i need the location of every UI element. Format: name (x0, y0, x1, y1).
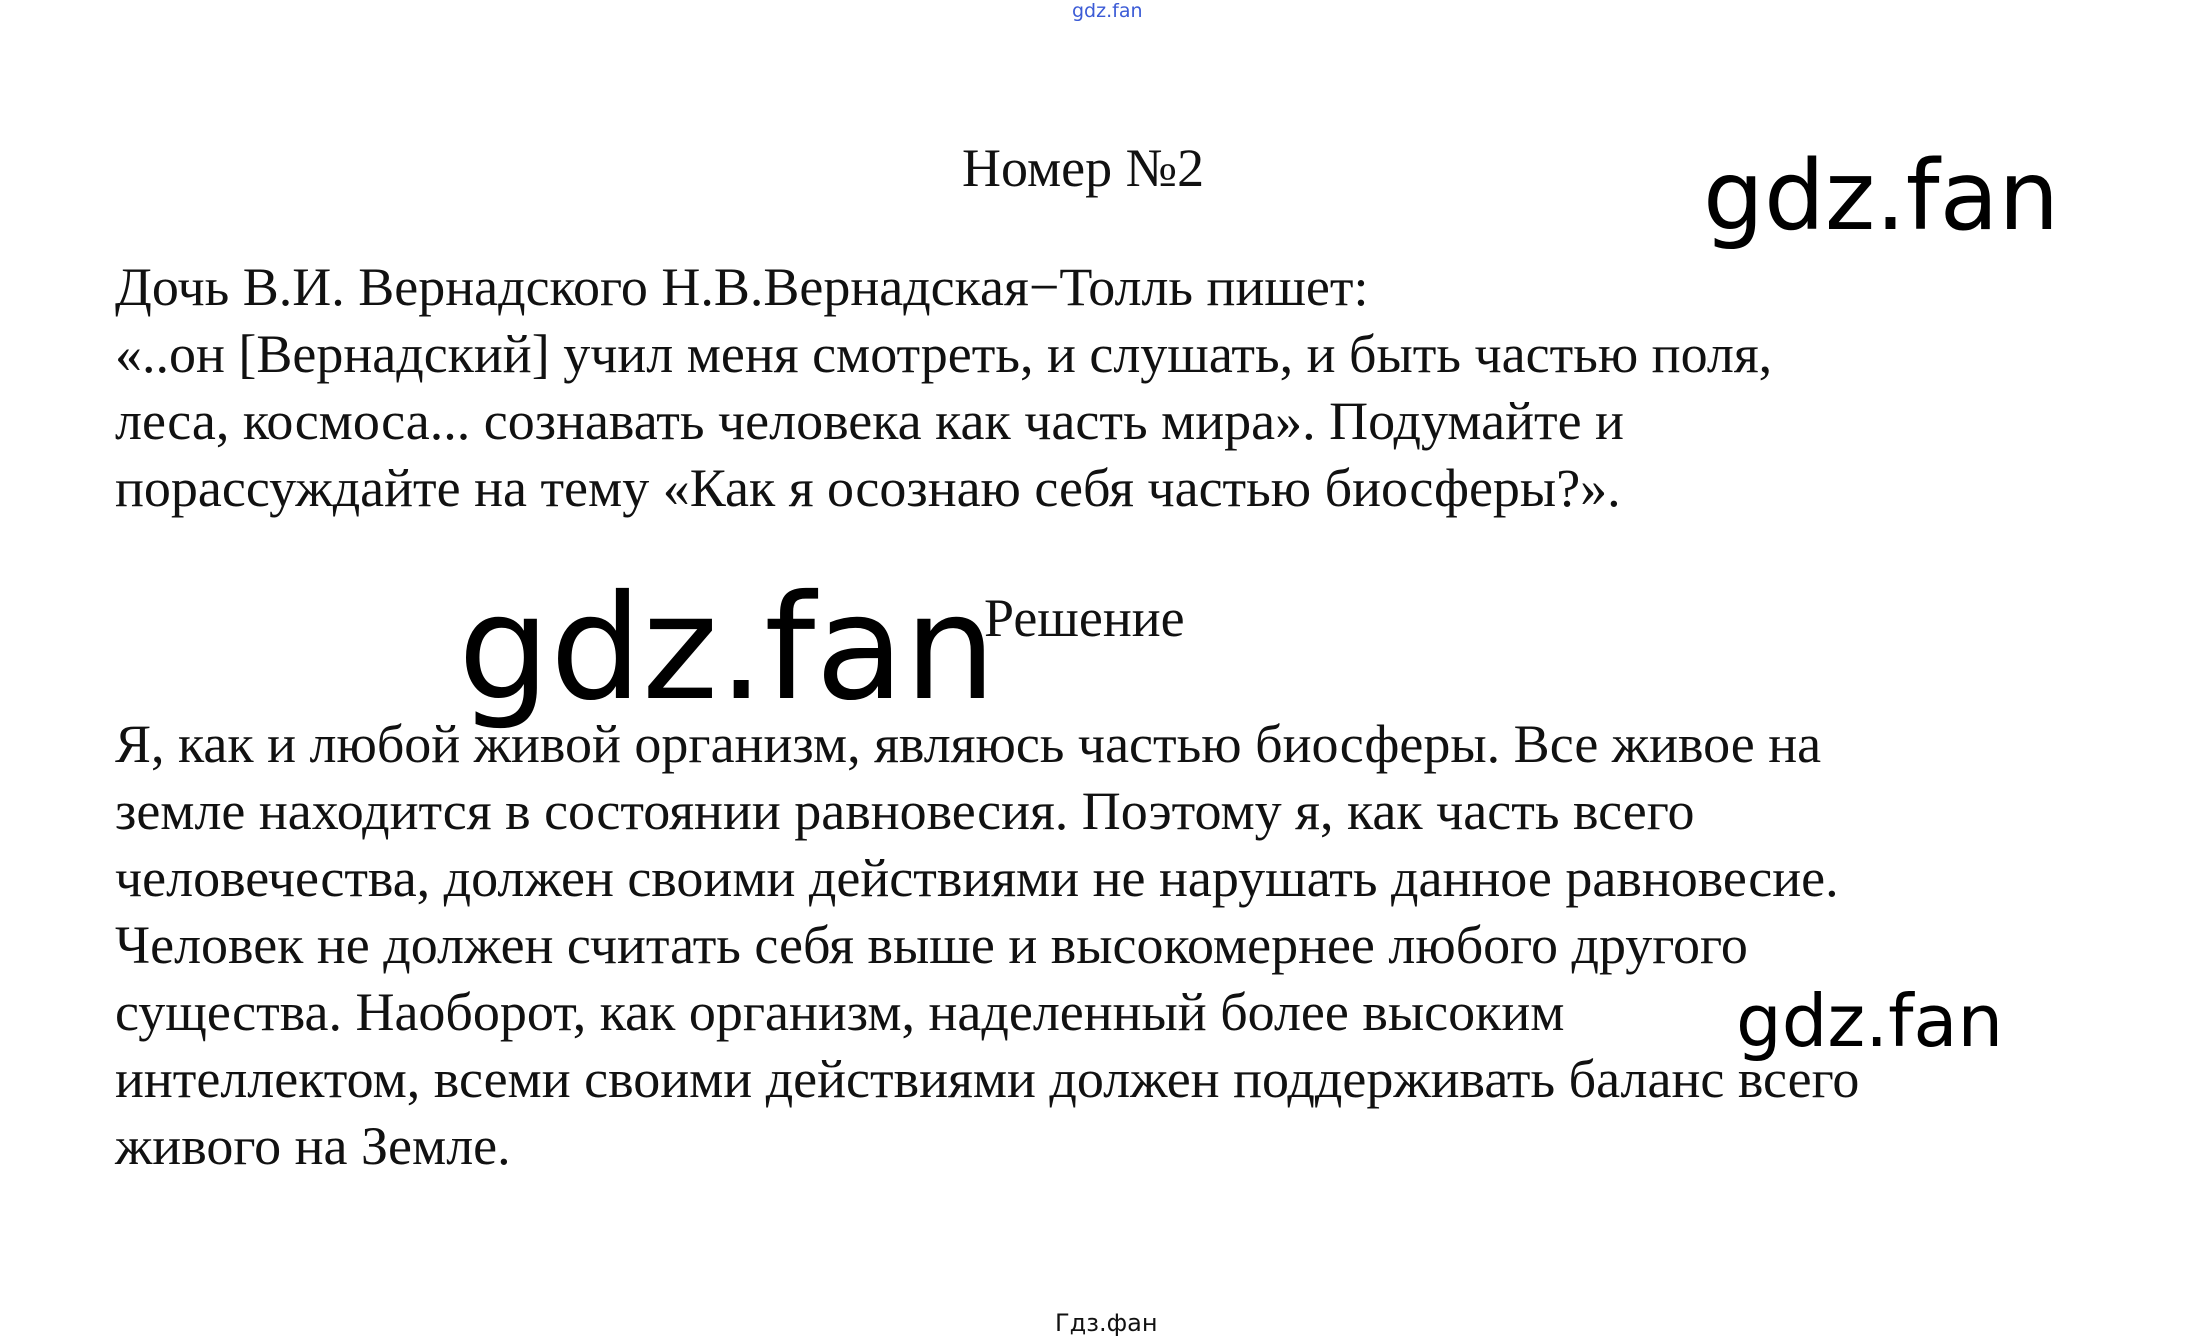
solution-line: человечества, должен своими действиями не нарушать данное равновесие. (115, 848, 1839, 908)
task-text (115, 254, 1772, 522)
task-line: леса, космоса... сознавать человека как часть мира». Подумайте и (115, 391, 1624, 451)
solution-line: земле находится в состоянии равновесия. Поэтому я, как часть всего (115, 781, 1695, 841)
solution-text (115, 711, 1859, 1180)
solution-line: Я, как и любой живой организм, являюсь частью биосферы. Все живое на (115, 714, 1822, 774)
page-title: Номер №2 (962, 138, 1205, 198)
task-line: «..он [Вернадский] учил меня смотреть, и слушать, и быть частью поля, (115, 324, 1773, 384)
solution-line: живого на Земле. (115, 1116, 511, 1176)
top-site-mark: gdz.fan (1072, 0, 1143, 22)
solution-heading: Решение (984, 588, 1185, 648)
footer-text: Гдз.фан (1055, 1309, 1158, 1337)
watermark: gdz.fan (1736, 979, 2004, 1063)
solution-line: интеллектом, всеми своими действиями должен поддерживать баланс всего (115, 1049, 1860, 1109)
task-line: Дочь В.И. Вернадского Н.В.Вернадская−Толль пишет: (115, 257, 1369, 317)
solution-line: Человек не должен считать себя выше и высокомернее любого другого (115, 915, 1748, 975)
solution-line: существа. Наоборот, как организм, наделенный более высоким (115, 982, 1565, 1042)
watermark: gdz.fan (1703, 140, 2060, 252)
task-line: порассуждайте на тему «Как я осознаю себя частью биосферы?». (115, 458, 1621, 518)
watermark: gdz.fan (458, 564, 997, 733)
